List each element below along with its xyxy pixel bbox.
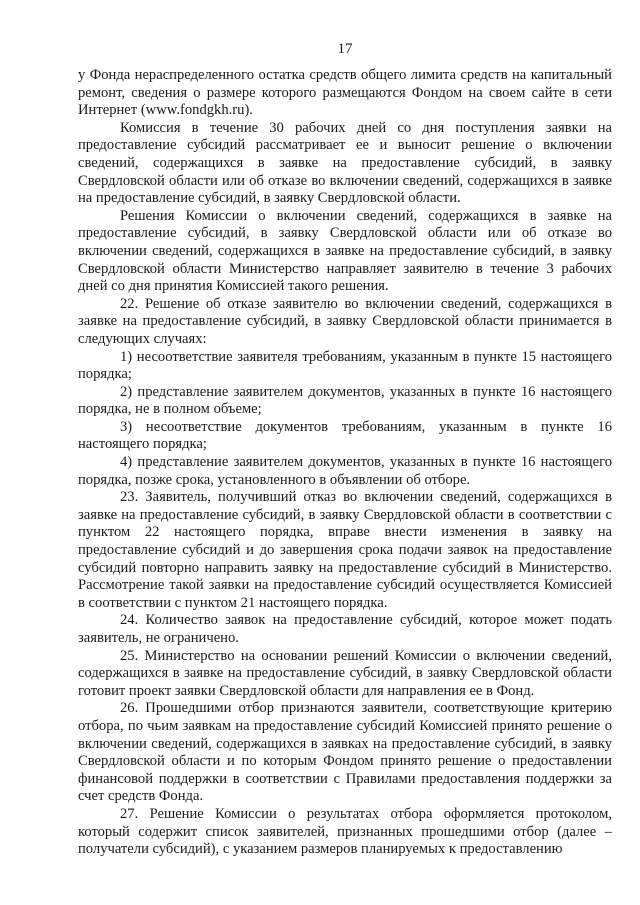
paragraph: 25. Министерство на основании решений Комиссии о включении сведений, содержащихся в заявке на предоставление субсидий, в заявку Свердловской области готовит проект заявки Свердловской области для направления ее в Фонд. xyxy=(78,647,612,699)
paragraph: 4) представление заявителем документов, указанных в пункте 16 настоящего порядка, позже срока, установленного в объявлении об отборе. xyxy=(78,454,612,488)
paragraph: 3) несоответствие документов требованиям, указанным в пункте 16 настоящего порядка; xyxy=(78,418,612,453)
document-page xyxy=(78,40,612,859)
paragraph: 23. Заявитель, получивший отказ во включении сведений, содержащихся в заявке на предоставление субсидий, в заявку Свердловской области в соответствии с пунктом 22 настоящего порядка, вправе внести изменения в заявку на предоставление субсидий и до завершения срока подачи заявок на предоставление субсидий повторно направить заявку на предоставление субсидий в Министерство. Рассмотрение такой заявки на предоставление субсидий осуществляется Комиссией в соответствии с пунктом 21 настоящего порядка. xyxy=(78,489,612,611)
paragraph: 27. Решение Комиссии о результатах отбора оформляется протоколом, который содержит список заявителей, признанных прошедшими отбор (далее – получатели субсидий), с указанием размеров планируемых к предоставлению xyxy=(78,805,612,858)
document-body xyxy=(78,67,612,859)
page-number: 17 xyxy=(337,41,353,57)
paragraph: 26. Прошедшими отбор признаются заявители, соответствующие критерию отбора, по чьим заявкам на предоставление субсидий Комиссией принято решение о включении сведений, содержащихся в заявках на предоставление субсидий, в заявку Свердловской области и по которым Фондом принято решение о предоставлении финансовой поддержки в соответствии с Правилами предоставления поддержки за счет средств Фонда. xyxy=(78,700,612,805)
paragraph: 24. Количество заявок на предоставление субсидий, которое может подать заявитель, не ограничено. xyxy=(78,612,612,646)
paragraph: 1) несоответствие заявителя требованиям, указанным в пункте 15 настоящего порядка; xyxy=(78,348,612,383)
paragraph: Комиссия в течение 30 рабочих дней со дня поступления заявки на предоставление субсидий рассматривает ее и выносит решение о включении сведений, содержащихся в заявке на предоставление субсидий, в заявку Свердловской области или об отказе во включении сведений, содержащихся в заявке на предоставление субсидий, в заявку Свердловской области. xyxy=(78,119,612,207)
paragraph: 22. Решение об отказе заявителю во включении сведений, содержащихся в заявке на предоставление субсидий, в заявку Свердловской области принимается в следующих случаях: xyxy=(78,295,612,347)
paragraph: Решения Комиссии о включении сведений, содержащихся в заявке на предоставление субсидий, в заявку Свердловской области или об отказе во включении сведений, содержащихся в заявке на предоставление субсидий, в заявку Свердловской области Министерство направляет заявителю в течение 3 рабочих дней со дня принятия Комиссией такого решения. xyxy=(78,207,612,295)
paragraph: 2) представление заявителем документов, указанных в пункте 16 настоящего порядка, не в полном объеме; xyxy=(78,383,612,418)
paragraph: у Фонда нераспределенного остатка средств общего лимита средств на капитальный ремонт, сведения о размере которого размещаются Фондом на своем сайте в сети Интернет (www.fondgkh.ru). xyxy=(78,67,612,119)
